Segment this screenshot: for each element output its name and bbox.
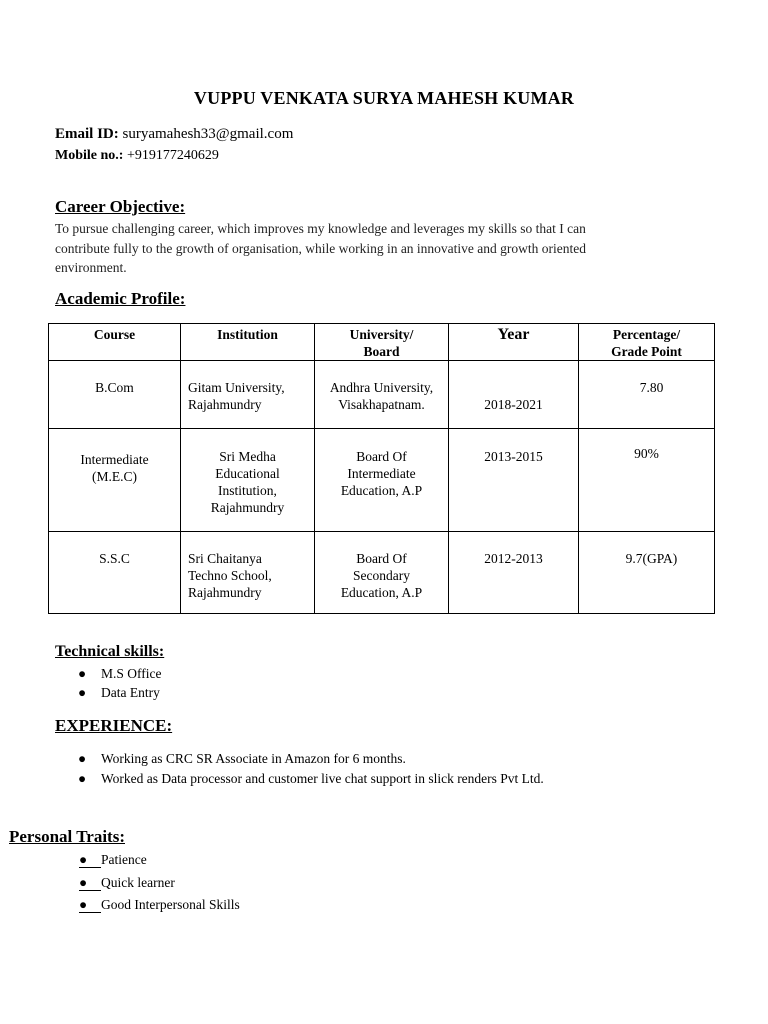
row-university: Board Of Secondary Education, A.P bbox=[315, 532, 449, 614]
email-label: Email ID: bbox=[55, 126, 119, 142]
mobile-label: Mobile no.: bbox=[55, 148, 124, 163]
row-course: Intermediate (M.E.C) bbox=[49, 429, 181, 532]
row-institution: Gitam University, Rajahmundry bbox=[181, 361, 315, 429]
list-item: ● Patience bbox=[79, 852, 147, 867]
row-grade: 90% bbox=[579, 429, 715, 532]
header-percentage: Percentage/ Grade Point bbox=[579, 324, 715, 361]
row-institution: Sri Medha Educational Institution, Rajahmundry bbox=[181, 429, 315, 532]
academic-table bbox=[48, 323, 715, 614]
list-item: ● Working as CRC SR Associate in Amazon for 6 months. bbox=[78, 749, 544, 769]
bullet-icon: ● bbox=[79, 852, 101, 868]
bullet-icon: ● bbox=[78, 685, 87, 700]
personal-traits-heading: Personal Traits: bbox=[9, 827, 125, 846]
bullet-icon: ● bbox=[78, 771, 87, 786]
candidate-name: VUPPU VENKATA SURYA MAHESH KUMAR bbox=[193, 88, 575, 108]
bullet-icon: ● bbox=[79, 897, 101, 913]
row-year: 2012-2013 bbox=[449, 532, 579, 614]
row-year: 2013-2015 bbox=[449, 429, 579, 532]
list-item: ● M.S Office bbox=[78, 666, 162, 681]
email-value: suryamahesh33@gmail.com bbox=[122, 126, 294, 142]
bullet-icon: ● bbox=[78, 666, 87, 681]
career-objective-heading: Career Objective: bbox=[55, 197, 186, 216]
row-institution: Sri Chaitanya Techno School, Rajahmundry bbox=[181, 532, 315, 614]
mobile-value: +919177240629 bbox=[126, 148, 219, 163]
list-item: ● Good Interpersonal Skills bbox=[79, 897, 240, 912]
list-item: ● Quick learner bbox=[79, 875, 175, 890]
career-line-1: To pursue challenging career, which improves my knowledge and leverages my skills so that I can bbox=[55, 221, 586, 236]
table-row bbox=[49, 429, 715, 532]
list-item: ● Worked as Data processor and customer live chat support in slick renders Pvt Ltd. bbox=[78, 769, 544, 789]
list-item: ● Data Entry bbox=[78, 685, 160, 700]
header-university: University/ Board bbox=[315, 324, 449, 361]
bullet-icon: ● bbox=[78, 751, 87, 766]
row-course: B.Com bbox=[49, 361, 181, 429]
row-university: Board Of Intermediate Education, A.P bbox=[315, 429, 449, 532]
row-year: 2018-2021 bbox=[449, 361, 579, 429]
experience-heading: EXPERIENCE: bbox=[55, 716, 173, 735]
header-year: Year bbox=[449, 324, 579, 361]
technical-skills-list bbox=[78, 664, 162, 702]
header-course: Course bbox=[49, 324, 181, 361]
technical-skills-heading: Technical skills: bbox=[55, 643, 165, 660]
experience-list bbox=[78, 749, 544, 789]
email-line bbox=[55, 126, 293, 143]
career-line-2: contribute fully to the growth of organisation, while working in an innovative and growth oriented bbox=[55, 240, 587, 256]
table-row bbox=[49, 361, 715, 429]
row-grade: 7.80 bbox=[579, 361, 715, 429]
career-line-3: environment. bbox=[55, 260, 127, 275]
mobile-line bbox=[55, 148, 219, 164]
bullet-icon: ● bbox=[79, 875, 101, 891]
academic-profile-heading: Academic Profile: bbox=[55, 289, 186, 308]
table-row bbox=[49, 532, 715, 614]
table-header-row bbox=[49, 324, 715, 361]
row-grade: 9.7(GPA) bbox=[579, 532, 715, 614]
header-institution: Institution bbox=[181, 324, 315, 361]
row-university: Andhra University, Visakhapatnam. bbox=[315, 361, 449, 429]
row-course: S.S.C bbox=[49, 532, 181, 614]
career-objective-text bbox=[55, 219, 695, 278]
